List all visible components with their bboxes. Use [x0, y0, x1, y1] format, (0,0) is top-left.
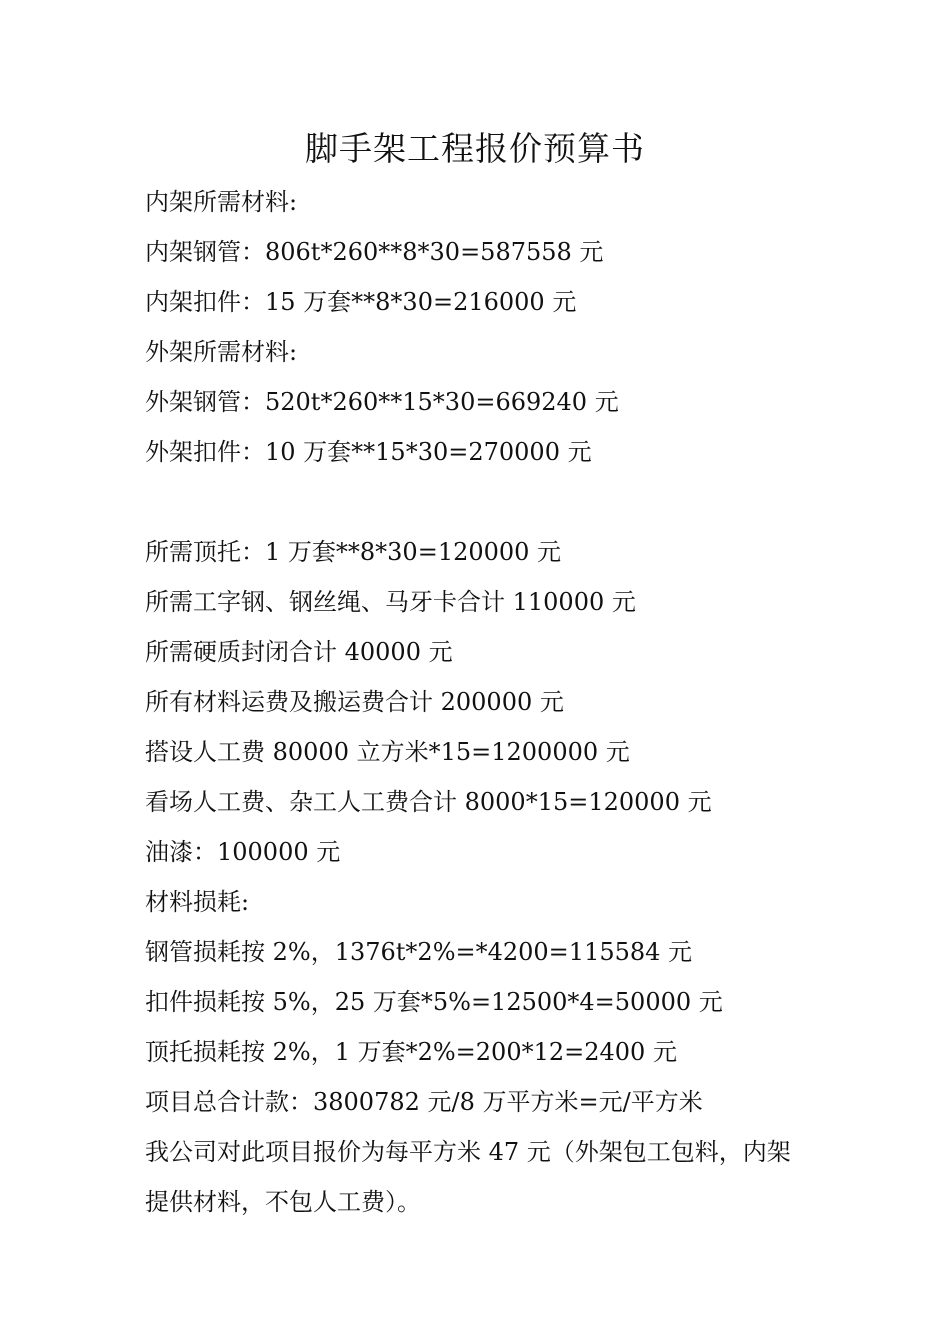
line-jack-bases: 所需顶托：1 万套**8*30=120000 元: [145, 538, 562, 566]
line-outer-steel-pipe: 外架钢管：520t*260**15*30=669240 元: [145, 388, 619, 416]
document-title: 脚手架工程报价预算书: [305, 129, 645, 168]
line-i-beam-wire-rope: 所需工字钢、钢丝绳、马牙卡合计 110000 元: [145, 588, 636, 616]
line-hard-enclosure: 所需硬质封闭合计 40000 元: [145, 638, 453, 666]
closing-quote-paragraph: 我公司对此项目报价为每平方米 47 元（外架包工包料，内架提供材料，不包人工费）。: [145, 1138, 791, 1216]
line-outer-fasteners: 外架扣件：10 万套**15*30=270000 元: [145, 438, 592, 466]
line-project-total: 项目总合计款：3800782 元/8 万平方米=元/平方米: [145, 1088, 703, 1116]
section-heading-inner-materials: 内架所需材料:: [145, 188, 298, 216]
line-inner-fasteners: 内架扣件：15 万套**8*30=216000 元: [145, 288, 577, 316]
line-inner-steel-pipe: 内架钢管：806t*260**8*30=587558 元: [145, 238, 604, 266]
line-paint: 油漆：100000 元: [145, 838, 341, 866]
line-pipe-loss: 钢管损耗按 2%，1376t*2%=*4200=115584 元: [145, 938, 693, 966]
line-erection-labor: 搭设人工费 80000 立方米*15=1200000 元: [145, 738, 630, 766]
line-transport-cost: 所有材料运费及搬运费合计 200000 元: [145, 688, 564, 716]
section-heading-material-loss: 材料损耗:: [145, 888, 250, 916]
document-body: [145, 177, 813, 1227]
line-site-labor: 看场人工费、杂工人工费合计 8000*15=120000 元: [145, 788, 712, 816]
line-fastener-loss: 扣件损耗按 5%，25 万套*5%=12500*4=50000 元: [145, 988, 723, 1016]
section-heading-outer-materials: 外架所需材料:: [145, 338, 298, 366]
line-jack-base-loss: 顶托损耗按 2%，1 万套*2%=200*12=2400 元: [145, 1038, 677, 1066]
blank-line: [145, 477, 813, 527]
